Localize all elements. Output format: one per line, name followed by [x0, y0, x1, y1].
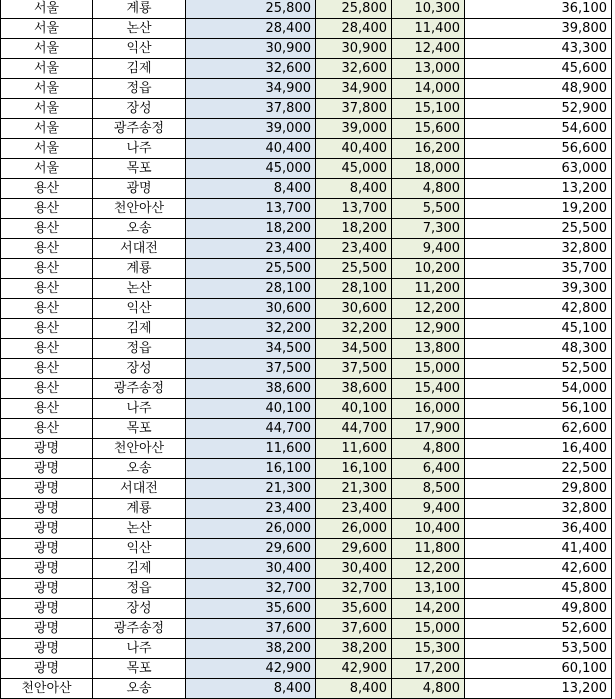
total-fare-cell[interactable]: 60,100: [465, 659, 612, 679]
departure-station[interactable]: 광명: [1, 579, 93, 599]
total-fare-cell[interactable]: 32,800: [465, 239, 612, 259]
fare-cell-2[interactable]: 37,500: [316, 359, 392, 379]
arrival-station[interactable]: 광주송정: [93, 119, 186, 139]
surcharge-cell[interactable]: 13,000: [392, 59, 465, 79]
departure-station[interactable]: 서울: [1, 0, 93, 19]
total-fare-cell[interactable]: 39,300: [465, 279, 612, 299]
departure-station[interactable]: 용산: [1, 399, 93, 419]
departure-station[interactable]: 용산: [1, 339, 93, 359]
arrival-station[interactable]: 서대전: [93, 239, 186, 259]
fare-cell-2[interactable]: 37,600: [316, 619, 392, 639]
fare-cell[interactable]: 30,600: [186, 299, 316, 319]
table-row: [1, 279, 612, 299]
fare-cell[interactable]: 32,600: [186, 59, 316, 79]
surcharge-cell[interactable]: 9,400: [392, 239, 465, 259]
departure-station[interactable]: 용산: [1, 239, 93, 259]
departure-station[interactable]: 서울: [1, 139, 93, 159]
surcharge-cell[interactable]: 11,800: [392, 539, 465, 559]
arrival-station[interactable]: 김제: [93, 59, 186, 79]
fare-cell-2[interactable]: 39,000: [316, 119, 392, 139]
fare-cell[interactable]: 23,400: [186, 499, 316, 519]
departure-station[interactable]: 용산: [1, 299, 93, 319]
arrival-station[interactable]: 계룡: [93, 259, 186, 279]
arrival-station[interactable]: 오송: [93, 679, 186, 699]
departure-station[interactable]: 용산: [1, 199, 93, 219]
fare-cell-2[interactable]: 42,900: [316, 659, 392, 679]
surcharge-cell[interactable]: 17,200: [392, 659, 465, 679]
surcharge-cell[interactable]: 9,400: [392, 499, 465, 519]
arrival-station[interactable]: 광주송정: [93, 379, 186, 399]
table-row: [1, 519, 612, 539]
fare-cell[interactable]: 32,200: [186, 319, 316, 339]
fare-cell-2[interactable]: 11,600: [316, 439, 392, 459]
departure-station[interactable]: 광명: [1, 439, 93, 459]
departure-station[interactable]: 광명: [1, 499, 93, 519]
table-row: [1, 199, 612, 219]
fare-cell-2[interactable]: 38,200: [316, 639, 392, 659]
fare-cell[interactable]: 21,300: [186, 479, 316, 499]
departure-station[interactable]: 광명: [1, 539, 93, 559]
surcharge-cell[interactable]: 15,000: [392, 359, 465, 379]
departure-station[interactable]: 용산: [1, 219, 93, 239]
total-fare-cell[interactable]: 48,900: [465, 79, 612, 99]
total-fare-cell[interactable]: 19,200: [465, 199, 612, 219]
table-row: [1, 459, 612, 479]
fare-cell[interactable]: 13,700: [186, 199, 316, 219]
arrival-station[interactable]: 목포: [93, 159, 186, 179]
departure-station[interactable]: 용산: [1, 179, 93, 199]
surcharge-cell[interactable]: 12,400: [392, 39, 465, 59]
fare-cell-2[interactable]: 38,600: [316, 379, 392, 399]
arrival-station[interactable]: 익산: [93, 39, 186, 59]
fare-cell-2[interactable]: 8,400: [316, 679, 392, 699]
fare-cell-2[interactable]: 29,600: [316, 539, 392, 559]
surcharge-cell[interactable]: 13,800: [392, 339, 465, 359]
departure-station[interactable]: 서울: [1, 19, 93, 39]
departure-station[interactable]: 서울: [1, 59, 93, 79]
departure-station[interactable]: 용산: [1, 379, 93, 399]
table-row: [1, 59, 612, 79]
total-fare-cell[interactable]: 56,100: [465, 399, 612, 419]
total-fare-cell[interactable]: 52,600: [465, 619, 612, 639]
fare-cell-2[interactable]: 13,700: [316, 199, 392, 219]
surcharge-cell[interactable]: 15,000: [392, 619, 465, 639]
fare-cell-2[interactable]: 32,700: [316, 579, 392, 599]
departure-station[interactable]: 서울: [1, 99, 93, 119]
surcharge-cell[interactable]: 14,200: [392, 599, 465, 619]
surcharge-cell[interactable]: 15,300: [392, 639, 465, 659]
fare-cell-2[interactable]: 34,500: [316, 339, 392, 359]
table-row: [1, 99, 612, 119]
fare-cell-2[interactable]: 30,400: [316, 559, 392, 579]
total-fare-cell[interactable]: 45,100: [465, 319, 612, 339]
table-row: [1, 239, 612, 259]
fare-cell-2[interactable]: 28,100: [316, 279, 392, 299]
surcharge-cell[interactable]: 10,300: [392, 0, 465, 19]
arrival-station[interactable]: 광명: [93, 179, 186, 199]
surcharge-cell[interactable]: 8,500: [392, 479, 465, 499]
departure-station[interactable]: 광명: [1, 479, 93, 499]
table-row: [1, 679, 612, 699]
fare-cell-2[interactable]: 23,400: [316, 239, 392, 259]
arrival-station[interactable]: 나주: [93, 139, 186, 159]
total-fare-cell[interactable]: 45,800: [465, 579, 612, 599]
departure-station[interactable]: 천안아산: [1, 679, 93, 699]
fare-cell[interactable]: 40,400: [186, 139, 316, 159]
fare-cell-2[interactable]: 25,800: [316, 0, 392, 19]
surcharge-cell[interactable]: 5,500: [392, 199, 465, 219]
fare-cell[interactable]: 25,800: [186, 0, 316, 19]
fare-cell[interactable]: 40,100: [186, 399, 316, 419]
surcharge-cell[interactable]: 11,400: [392, 19, 465, 39]
departure-station[interactable]: 용산: [1, 359, 93, 379]
total-fare-cell[interactable]: 25,500: [465, 219, 612, 239]
table-row: [1, 259, 612, 279]
surcharge-cell[interactable]: 15,100: [392, 99, 465, 119]
arrival-station[interactable]: 장성: [93, 359, 186, 379]
table-row: [1, 399, 612, 419]
surcharge-cell[interactable]: 6,400: [392, 459, 465, 479]
fare-cell[interactable]: 38,200: [186, 639, 316, 659]
table-row: [1, 179, 612, 199]
table-row: [1, 379, 612, 399]
total-fare-cell[interactable]: 63,000: [465, 159, 612, 179]
arrival-station[interactable]: 장성: [93, 99, 186, 119]
arrival-station[interactable]: 정읍: [93, 579, 186, 599]
arrival-station[interactable]: 익산: [93, 539, 186, 559]
surcharge-cell[interactable]: 14,000: [392, 79, 465, 99]
departure-station[interactable]: 광명: [1, 559, 93, 579]
total-fare-cell[interactable]: 36,400: [465, 519, 612, 539]
arrival-station[interactable]: 나주: [93, 399, 186, 419]
table-row: [1, 499, 612, 519]
fare-cell-2[interactable]: 32,600: [316, 59, 392, 79]
fare-cell-2[interactable]: 44,700: [316, 419, 392, 439]
fare-cell[interactable]: 42,900: [186, 659, 316, 679]
arrival-station[interactable]: 나주: [93, 639, 186, 659]
surcharge-cell[interactable]: 12,200: [392, 299, 465, 319]
fare-cell[interactable]: 30,900: [186, 39, 316, 59]
table-row: [1, 219, 612, 239]
fare-cell[interactable]: 30,400: [186, 559, 316, 579]
total-fare-cell[interactable]: 48,300: [465, 339, 612, 359]
fare-cell[interactable]: 38,600: [186, 379, 316, 399]
table-row: [1, 79, 612, 99]
surcharge-cell[interactable]: 4,800: [392, 679, 465, 699]
fare-cell-2[interactable]: 32,200: [316, 319, 392, 339]
departure-station[interactable]: 광명: [1, 659, 93, 679]
arrival-station[interactable]: 계룡: [93, 0, 186, 19]
total-fare-cell[interactable]: 62,600: [465, 419, 612, 439]
arrival-station[interactable]: 오송: [93, 219, 186, 239]
total-fare-cell[interactable]: 36,100: [465, 0, 612, 19]
fare-cell-2[interactable]: 28,400: [316, 19, 392, 39]
arrival-station[interactable]: 광주송정: [93, 619, 186, 639]
fare-cell-2[interactable]: 23,400: [316, 499, 392, 519]
fare-cell-2[interactable]: 18,200: [316, 219, 392, 239]
arrival-station[interactable]: 논산: [93, 279, 186, 299]
fare-cell[interactable]: 32,700: [186, 579, 316, 599]
total-fare-cell[interactable]: 42,800: [465, 299, 612, 319]
total-fare-cell[interactable]: 41,400: [465, 539, 612, 559]
arrival-station[interactable]: 정읍: [93, 339, 186, 359]
fare-cell[interactable]: 8,400: [186, 179, 316, 199]
arrival-station[interactable]: 논산: [93, 19, 186, 39]
total-fare-cell[interactable]: 35,700: [465, 259, 612, 279]
total-fare-cell[interactable]: 49,800: [465, 599, 612, 619]
table-row: [1, 139, 612, 159]
departure-station[interactable]: 용산: [1, 319, 93, 339]
departure-station[interactable]: 광명: [1, 639, 93, 659]
fare-cell[interactable]: 28,100: [186, 279, 316, 299]
table-row: [1, 319, 612, 339]
table-row: [1, 19, 612, 39]
fare-cell[interactable]: 37,600: [186, 619, 316, 639]
fare-cell[interactable]: 8,400: [186, 679, 316, 699]
surcharge-cell[interactable]: 12,200: [392, 559, 465, 579]
arrival-station[interactable]: 천안아산: [93, 439, 186, 459]
fare-cell[interactable]: 37,500: [186, 359, 316, 379]
fare-cell[interactable]: 11,600: [186, 439, 316, 459]
departure-station[interactable]: 광명: [1, 459, 93, 479]
fare-cell[interactable]: 29,600: [186, 539, 316, 559]
fare-cell[interactable]: 26,000: [186, 519, 316, 539]
fare-cell-2[interactable]: 21,300: [316, 479, 392, 499]
surcharge-cell[interactable]: 16,200: [392, 139, 465, 159]
fare-cell-2[interactable]: 40,100: [316, 399, 392, 419]
fare-table-body: [1, 0, 612, 699]
departure-station[interactable]: 서울: [1, 39, 93, 59]
fare-cell-2[interactable]: 35,600: [316, 599, 392, 619]
total-fare-cell[interactable]: 39,800: [465, 19, 612, 39]
fare-cell-2[interactable]: 30,900: [316, 39, 392, 59]
fare-cell[interactable]: 39,000: [186, 119, 316, 139]
table-row: [1, 339, 612, 359]
departure-station[interactable]: 광명: [1, 519, 93, 539]
fare-cell-2[interactable]: 16,100: [316, 459, 392, 479]
arrival-station[interactable]: 김제: [93, 319, 186, 339]
table-row: [1, 599, 612, 619]
fare-cell-2[interactable]: 26,000: [316, 519, 392, 539]
departure-station[interactable]: 서울: [1, 119, 93, 139]
table-row: [1, 639, 612, 659]
arrival-station[interactable]: 목포: [93, 659, 186, 679]
surcharge-cell[interactable]: 4,800: [392, 179, 465, 199]
table-row: [1, 39, 612, 59]
total-fare-cell[interactable]: 56,600: [465, 139, 612, 159]
surcharge-cell[interactable]: 16,000: [392, 399, 465, 419]
arrival-station[interactable]: 계룡: [93, 499, 186, 519]
fare-cell[interactable]: 25,500: [186, 259, 316, 279]
table-row: [1, 439, 612, 459]
total-fare-cell[interactable]: 13,200: [465, 679, 612, 699]
fare-cell-2[interactable]: 30,600: [316, 299, 392, 319]
total-fare-cell[interactable]: 53,500: [465, 639, 612, 659]
arrival-station[interactable]: 정읍: [93, 79, 186, 99]
table-row: [1, 419, 612, 439]
arrival-station[interactable]: 천안아산: [93, 199, 186, 219]
fare-cell[interactable]: 28,400: [186, 19, 316, 39]
fare-cell[interactable]: 45,000: [186, 159, 316, 179]
surcharge-cell[interactable]: 18,000: [392, 159, 465, 179]
fare-cell[interactable]: 44,700: [186, 419, 316, 439]
arrival-station[interactable]: 익산: [93, 299, 186, 319]
total-fare-cell[interactable]: 45,600: [465, 59, 612, 79]
surcharge-cell[interactable]: 15,400: [392, 379, 465, 399]
surcharge-cell[interactable]: 4,800: [392, 439, 465, 459]
departure-station[interactable]: 용산: [1, 279, 93, 299]
fare-cell[interactable]: 34,500: [186, 339, 316, 359]
table-row: [1, 539, 612, 559]
departure-station[interactable]: 용산: [1, 259, 93, 279]
fare-cell-2[interactable]: 8,400: [316, 179, 392, 199]
fare-cell[interactable]: 18,200: [186, 219, 316, 239]
surcharge-cell[interactable]: 11,200: [392, 279, 465, 299]
fare-cell[interactable]: 23,400: [186, 239, 316, 259]
surcharge-cell[interactable]: 10,400: [392, 519, 465, 539]
arrival-station[interactable]: 장성: [93, 599, 186, 619]
arrival-station[interactable]: 목포: [93, 419, 186, 439]
total-fare-cell[interactable]: 22,500: [465, 459, 612, 479]
table-row: [1, 619, 612, 639]
fare-cell[interactable]: 34,900: [186, 79, 316, 99]
table-row: [1, 119, 612, 139]
departure-station[interactable]: 광명: [1, 619, 93, 639]
arrival-station[interactable]: 서대전: [93, 479, 186, 499]
table-row: [1, 359, 612, 379]
total-fare-cell[interactable]: 52,900: [465, 99, 612, 119]
surcharge-cell[interactable]: 7,300: [392, 219, 465, 239]
fare-cell[interactable]: 16,100: [186, 459, 316, 479]
total-fare-cell[interactable]: 52,500: [465, 359, 612, 379]
total-fare-cell[interactable]: 54,600: [465, 119, 612, 139]
arrival-station[interactable]: 논산: [93, 519, 186, 539]
surcharge-cell[interactable]: 10,200: [392, 259, 465, 279]
table-row: [1, 479, 612, 499]
surcharge-cell[interactable]: 17,900: [392, 419, 465, 439]
surcharge-cell[interactable]: 13,100: [392, 579, 465, 599]
departure-station[interactable]: 용산: [1, 419, 93, 439]
surcharge-cell[interactable]: 12,900: [392, 319, 465, 339]
total-fare-cell[interactable]: 13,200: [465, 179, 612, 199]
fare-cell[interactable]: 35,600: [186, 599, 316, 619]
fare-cell-2[interactable]: 25,500: [316, 259, 392, 279]
total-fare-cell[interactable]: 42,600: [465, 559, 612, 579]
table-row: [1, 159, 612, 179]
departure-station[interactable]: 광명: [1, 599, 93, 619]
arrival-station[interactable]: 오송: [93, 459, 186, 479]
total-fare-cell[interactable]: 43,300: [465, 39, 612, 59]
surcharge-cell[interactable]: 15,600: [392, 119, 465, 139]
total-fare-cell[interactable]: 32,800: [465, 499, 612, 519]
fare-cell-2[interactable]: 40,400: [316, 139, 392, 159]
departure-station[interactable]: 서울: [1, 159, 93, 179]
departure-station[interactable]: 서울: [1, 79, 93, 99]
fare-cell[interactable]: 37,800: [186, 99, 316, 119]
table-row: [1, 579, 612, 599]
total-fare-cell[interactable]: 29,800: [465, 479, 612, 499]
table-row: [1, 559, 612, 579]
total-fare-cell[interactable]: 54,000: [465, 379, 612, 399]
table-row: [1, 0, 612, 19]
fare-cell-2[interactable]: 34,900: [316, 79, 392, 99]
table-row: [1, 299, 612, 319]
arrival-station[interactable]: 김제: [93, 559, 186, 579]
total-fare-cell[interactable]: 16,400: [465, 439, 612, 459]
table-row: [1, 659, 612, 679]
fare-cell-2[interactable]: 37,800: [316, 99, 392, 119]
fare-cell-2[interactable]: 45,000: [316, 159, 392, 179]
